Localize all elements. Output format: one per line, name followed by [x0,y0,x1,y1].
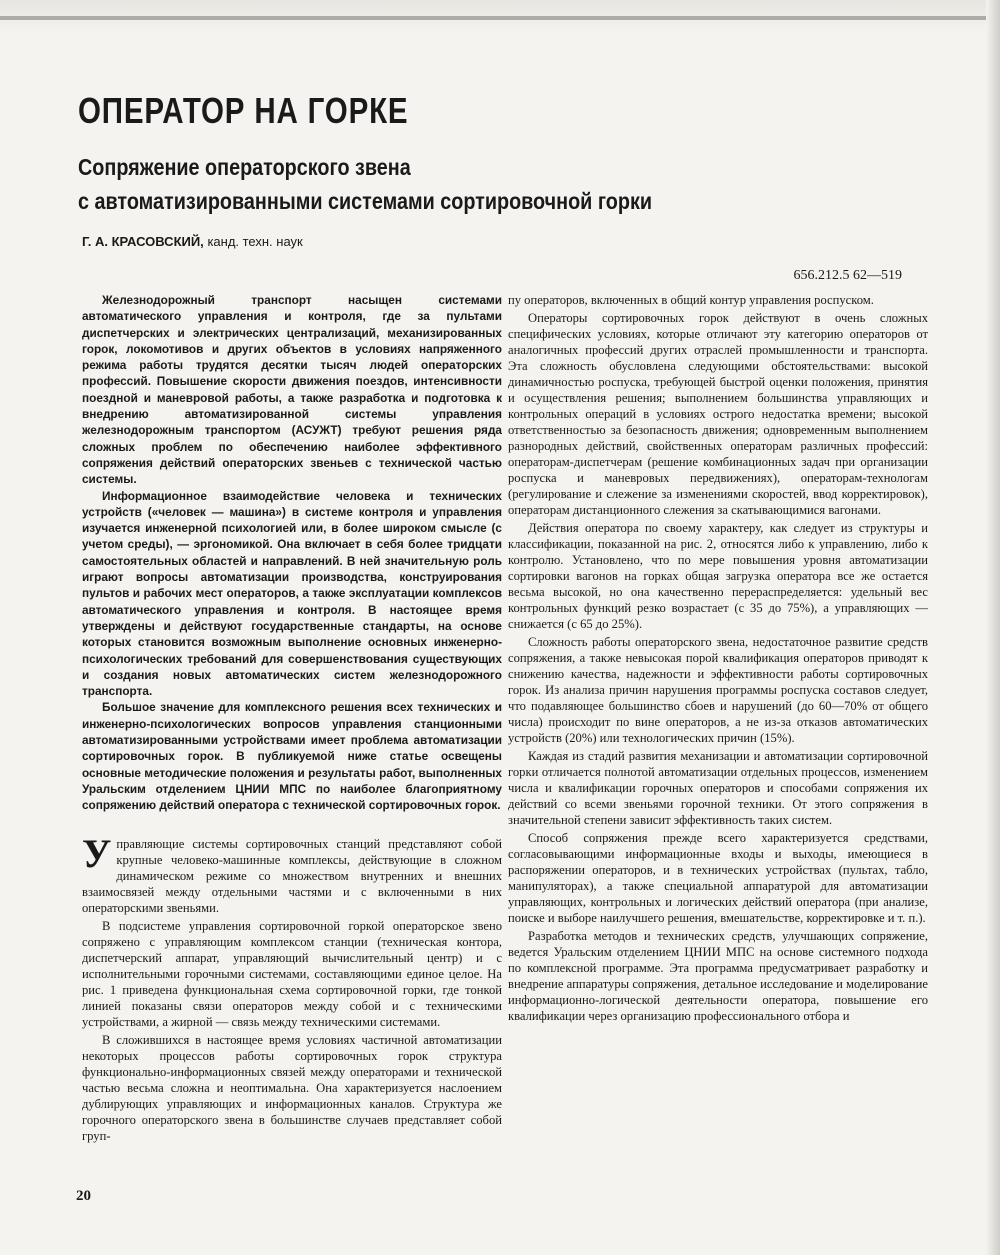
body-paragraph: Каждая из стадий развития механизации и автоматизации сортировочной горки отличается полнотой автоматизации отдельных процессов, изменением числа и квалификации горочных операторов и способами сопряжения их действий со всеми звеньями горочной техники. От этого сопряжения в значительной степени зависит эффективность таких систем. [508,749,928,827]
author-degree: канд. техн. наук [207,234,303,249]
body-paragraph: Разработка методов и технических средств, улучшающих сопряжение, ведется Уральским отделением ЦНИИ МПС на основе системного подхода по комплексной программе. Эта программа предусматривает разработку и внедрение аппаратуры сопряжения, детальное исследование и моделирование информационно-логической деятельности оператора, повышение его квалификации через организацию профессионального отбора и [508,929,928,1023]
drop-cap: У [82,830,112,876]
page-number: 20 [76,1188,91,1204]
scan-top-line [0,16,1000,20]
subtitle-line-2: с автоматизированными системами сортировочной горки [78,188,653,214]
abstract-paragraph: Большое значение для комплексного решения всех технических и инженерно-психологических вопросов управления станционными автоматизированными устройствами имеет проблема автоматизации сортировочных горок. В публикуемой ниже статье освещены основные методические положения и результаты работ, выполненных Уральским отделением ЦНИИ МПС по наиболее благоприятному сопряжению действий оператора с технической сортировочных горок. [82,700,502,813]
article-title: ОПЕРАТОР НА ГОРКЕ [78,90,409,131]
body-text-left [82,830,502,1144]
abstract [82,292,502,814]
left-column [82,292,502,1146]
body-paragraph: Способ сопряжения прежде всего характеризуется средствами, согласовывающими информационные входы и выходы, имеющиеся в распоряжении операторов, и в технических устройствах (пультах, табло, манипуляторах), а также специальной аппаратурой для автоматизации управляющих, контрольных и логических действий оператора (при анализе, поиске и выборе наилучшего решения, вмешательстве, корректировке и т. п.). [508,831,928,925]
abstract-paragraph: Железнодорожный транспорт насыщен системами автоматического управления и контроля, где за пультами диспетчерских и электрических централизаций, механизированных горок, локомотивов и других объектов в условиях напряженного режима работы трудятся десятки тысяч людей операторских профессий. Повышение скорости движения поездов, интенсивности поездной и маневровой работы, а также разработка и подготовка к внедрению автоматизированной системы управления железнодорожным транспортом (АСУЖТ) требуют решения ряда сложных проблем по обеспечению наиболее эффективного сопряжения действий операторских звеньев с технической частью системы. [82,293,502,487]
author-line [82,234,303,249]
body-paragraph [82,830,502,916]
body-paragraph: В сложившихся в настоящее время условиях частичной автоматизации некоторых процессов работы сортировочных горок структура функционально-информационных связей между операторами и технической частью весьма сложна и неоптимальна. Она характеризуется наслоением дублирующих управляющих и информационных каналов. Структура же горочного операторского звена в большинстве случаев представляет собой груп- [82,1032,502,1143]
udc-code: 656.212.5 62—519 [793,268,902,283]
first-paragraph-text: правляющие системы сортировочных станций представляют собой крупные человеко-машинные комплексы, действующие в сложном динамическом режиме со множеством внутренних и внешних взаимосвязей между отдельными частями и с включенными в них операторскими звеньями. [82,836,502,915]
continuation-paragraph: пу операторов, включенных в общий контур управления роспуском. [508,293,874,307]
scan-right-edge [986,0,1000,1255]
body-paragraph: Операторы сортировочных горок действуют в очень сложных специфических условиях, которые отличают эту категорию операторов от аналогичных профессий других отраслей промышленности и транспорта. Эта сложность обусловлена следующими обстоятельствами: высокой динамичностью роспуска, требующей быстрой оценки положения, принятия и осуществления решения; выполнением большинства управляющих и контрольных операций в условиях острого недостатка времени; высокой ответственностью за безопасность движения; одновременным выполнением разнородных действий, свойственных операторам различных профессий: операторам-диспетчерам (решение комбинационных задач при организации роспуска и маневровых передвижениях), операторам-технологам (регулирование и слежение за изменениями скоростей, ввод корректировок), операторам дистанционного слежения за скатывающимися вагонами. [508,311,928,517]
subtitle-line-1: Сопряжение операторского звена [78,154,411,180]
author-name: Г. А. КРАСОВСКИЙ, [82,234,204,249]
body-paragraph: Действия оператора по своему характеру, как следует из структуры и классификации, показанной на рис. 2, относятся либо к управлению, либо к контролю. Установлено, что по мере повышения уровня автоматизации сортировки вагонов на горках общая загрузка оператора все же остается весьма высокой, но она качественно перераспределяется: удельный вес контрольных функций резко возрастает (с 35 до 75%), а управляющих — снижается (с 65 до 25%). [508,521,928,631]
body-paragraph: В подсистеме управления сортировочной горкой операторское звено сопряжено с управляющим комплексом станции (техническая контора, диспетчерский аппарат, управляющий вычислительный центр) и с исполнительными горочными системами, составляющими единое целое. На рис. 1 приведена функциональная схема сортировочной горки, где тонкой линией показаны связи операторов между собой и с техническими устройствами, а жирной — связь между техническими системами. [82,918,502,1029]
body-paragraph: Сложность работы операторского звена, недостаточное развитие средств сопряжения, а также невысокая порой квалификация операторов приводят к снижению качества, надежности и эффективности работы сортировочных горок. Из анализа причин нарушения программы роспуска составов следует, что подавляющее большинство сбоев и нарушений (до 60—70% от общего числа) происходит по вине операторов, а не из-за отказов автоматических устройств (20%) или технологических причин (15%). [508,635,928,745]
abstract-paragraph: Информационное взаимодействие человека и технических устройств («человек — машина») в системе контроля и управления изучается инженерной психологией или, в более широком смысле (с учетом среды), — эргономикой. Она включает в себя более тридцати самостоятельных областей и направлений. В ней значительную роль играют вопросы автоматизации производства, конструирования пультов и рабочих мест операторов, а также эксплуатации комплексов автоматического управления и контроля. В настоящее время утверждены и действуют государственные стандарты, на основе которых становится возможным выполнение основных инженерно-психологических требований для совершенствования существующих и создания новых автоматических систем железнодорожного транспорта. [82,488,502,699]
article-subtitle [78,150,652,218]
right-column [508,292,928,1026]
